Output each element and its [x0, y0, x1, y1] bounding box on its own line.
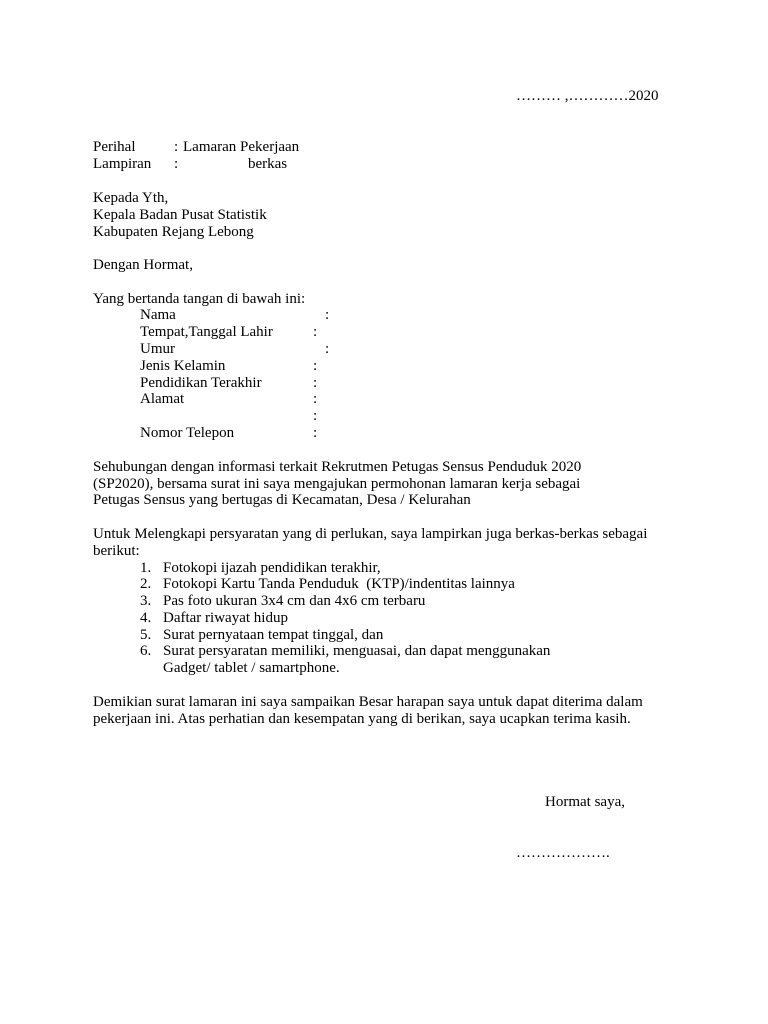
paragraph-3-line: pekerjaan ini. Atas perhatian dan kesempatan yang di berikan, saya ucapkan terima kasih.	[93, 711, 631, 727]
field-label-ttl: Tempat,Tanggal Lahir	[140, 324, 273, 340]
recipient-line-1: Kepala Badan Pusat Statistik	[93, 207, 267, 223]
intro-line: Yang bertanda tangan di bawah ini:	[93, 291, 306, 307]
field-separator: :	[325, 307, 330, 323]
field-label-umur: Umur	[140, 341, 175, 357]
paragraph-1-line: (SP2020), bersama surat ini saya mengajukan permohonan lamaran kerja sebagai	[93, 476, 581, 492]
field-label-pendidikan: Pendidikan Terakhir	[140, 375, 262, 391]
list-item: Gadget/ tablet / samartphone.	[163, 660, 340, 676]
list-number: 6.	[140, 643, 152, 659]
perihal-separator: :	[174, 139, 179, 155]
list-number: 4.	[140, 610, 152, 626]
field-separator: :	[313, 408, 318, 424]
signature-line: ……………….	[516, 845, 610, 861]
paragraph-2-line: berikut:	[93, 543, 140, 559]
list-number: 2.	[140, 576, 152, 592]
field-label-nama: Nama	[140, 307, 176, 323]
field-label-alamat: Alamat	[140, 391, 185, 407]
recipient-line-2: Kabupaten Rejang Lebong	[93, 224, 254, 240]
list-number: 5.	[140, 627, 152, 643]
paragraph-1-line: Petugas Sensus yang bertugas di Kecamatan, Desa / Kelurahan	[93, 492, 471, 508]
paragraph-1-line: Sehubungan dengan informasi terkait Rekrutmen Petugas Sensus Penduduk 2020	[93, 459, 582, 475]
list-number: 3.	[140, 593, 152, 609]
recipient-greeting: Kepada Yth,	[93, 190, 169, 206]
perihal-label: Perihal	[93, 139, 136, 155]
field-separator: :	[313, 391, 318, 407]
date-line: ……… ,…………2020	[516, 88, 659, 104]
field-separator: :	[313, 375, 318, 391]
list-item: Surat pernyataan tempat tinggal, dan	[163, 627, 384, 643]
field-separator: :	[325, 341, 330, 357]
field-separator: :	[313, 358, 318, 374]
list-item: Fotokopi Kartu Tanda Penduduk (KTP)/indentitas lainnya	[163, 576, 515, 592]
list-number: 1.	[140, 560, 152, 576]
list-item: Surat persyaratan memiliki, menguasai, dan dapat menggunakan	[163, 643, 551, 659]
salutation: Dengan Hormat,	[93, 257, 193, 273]
perihal-value: Lamaran Pekerjaan	[183, 139, 300, 155]
lampiran-value: berkas	[248, 156, 288, 172]
closing: Hormat saya,	[545, 794, 625, 810]
paragraph-3-line: Demikian surat lamaran ini saya sampaikan Besar harapan saya untuk dapat diterima dalam	[93, 694, 643, 710]
paragraph-2-line: Untuk Melengkapi persyaratan yang di perlukan, saya lampirkan juga berkas-berkas sebagai	[93, 526, 648, 542]
field-label-jenis-kelamin: Jenis Kelamin	[140, 358, 226, 374]
field-separator: :	[313, 324, 318, 340]
lampiran-label: Lampiran	[93, 156, 152, 172]
field-label-telepon: Nomor Telepon	[140, 425, 235, 441]
list-item: Fotokopi ijazah pendidikan terakhir,	[163, 560, 381, 576]
list-item: Pas foto ukuran 3x4 cm dan 4x6 cm terbaru	[163, 593, 426, 609]
list-item: Daftar riwayat hidup	[163, 610, 288, 626]
lampiran-separator: :	[174, 156, 179, 172]
field-separator: :	[313, 425, 318, 441]
